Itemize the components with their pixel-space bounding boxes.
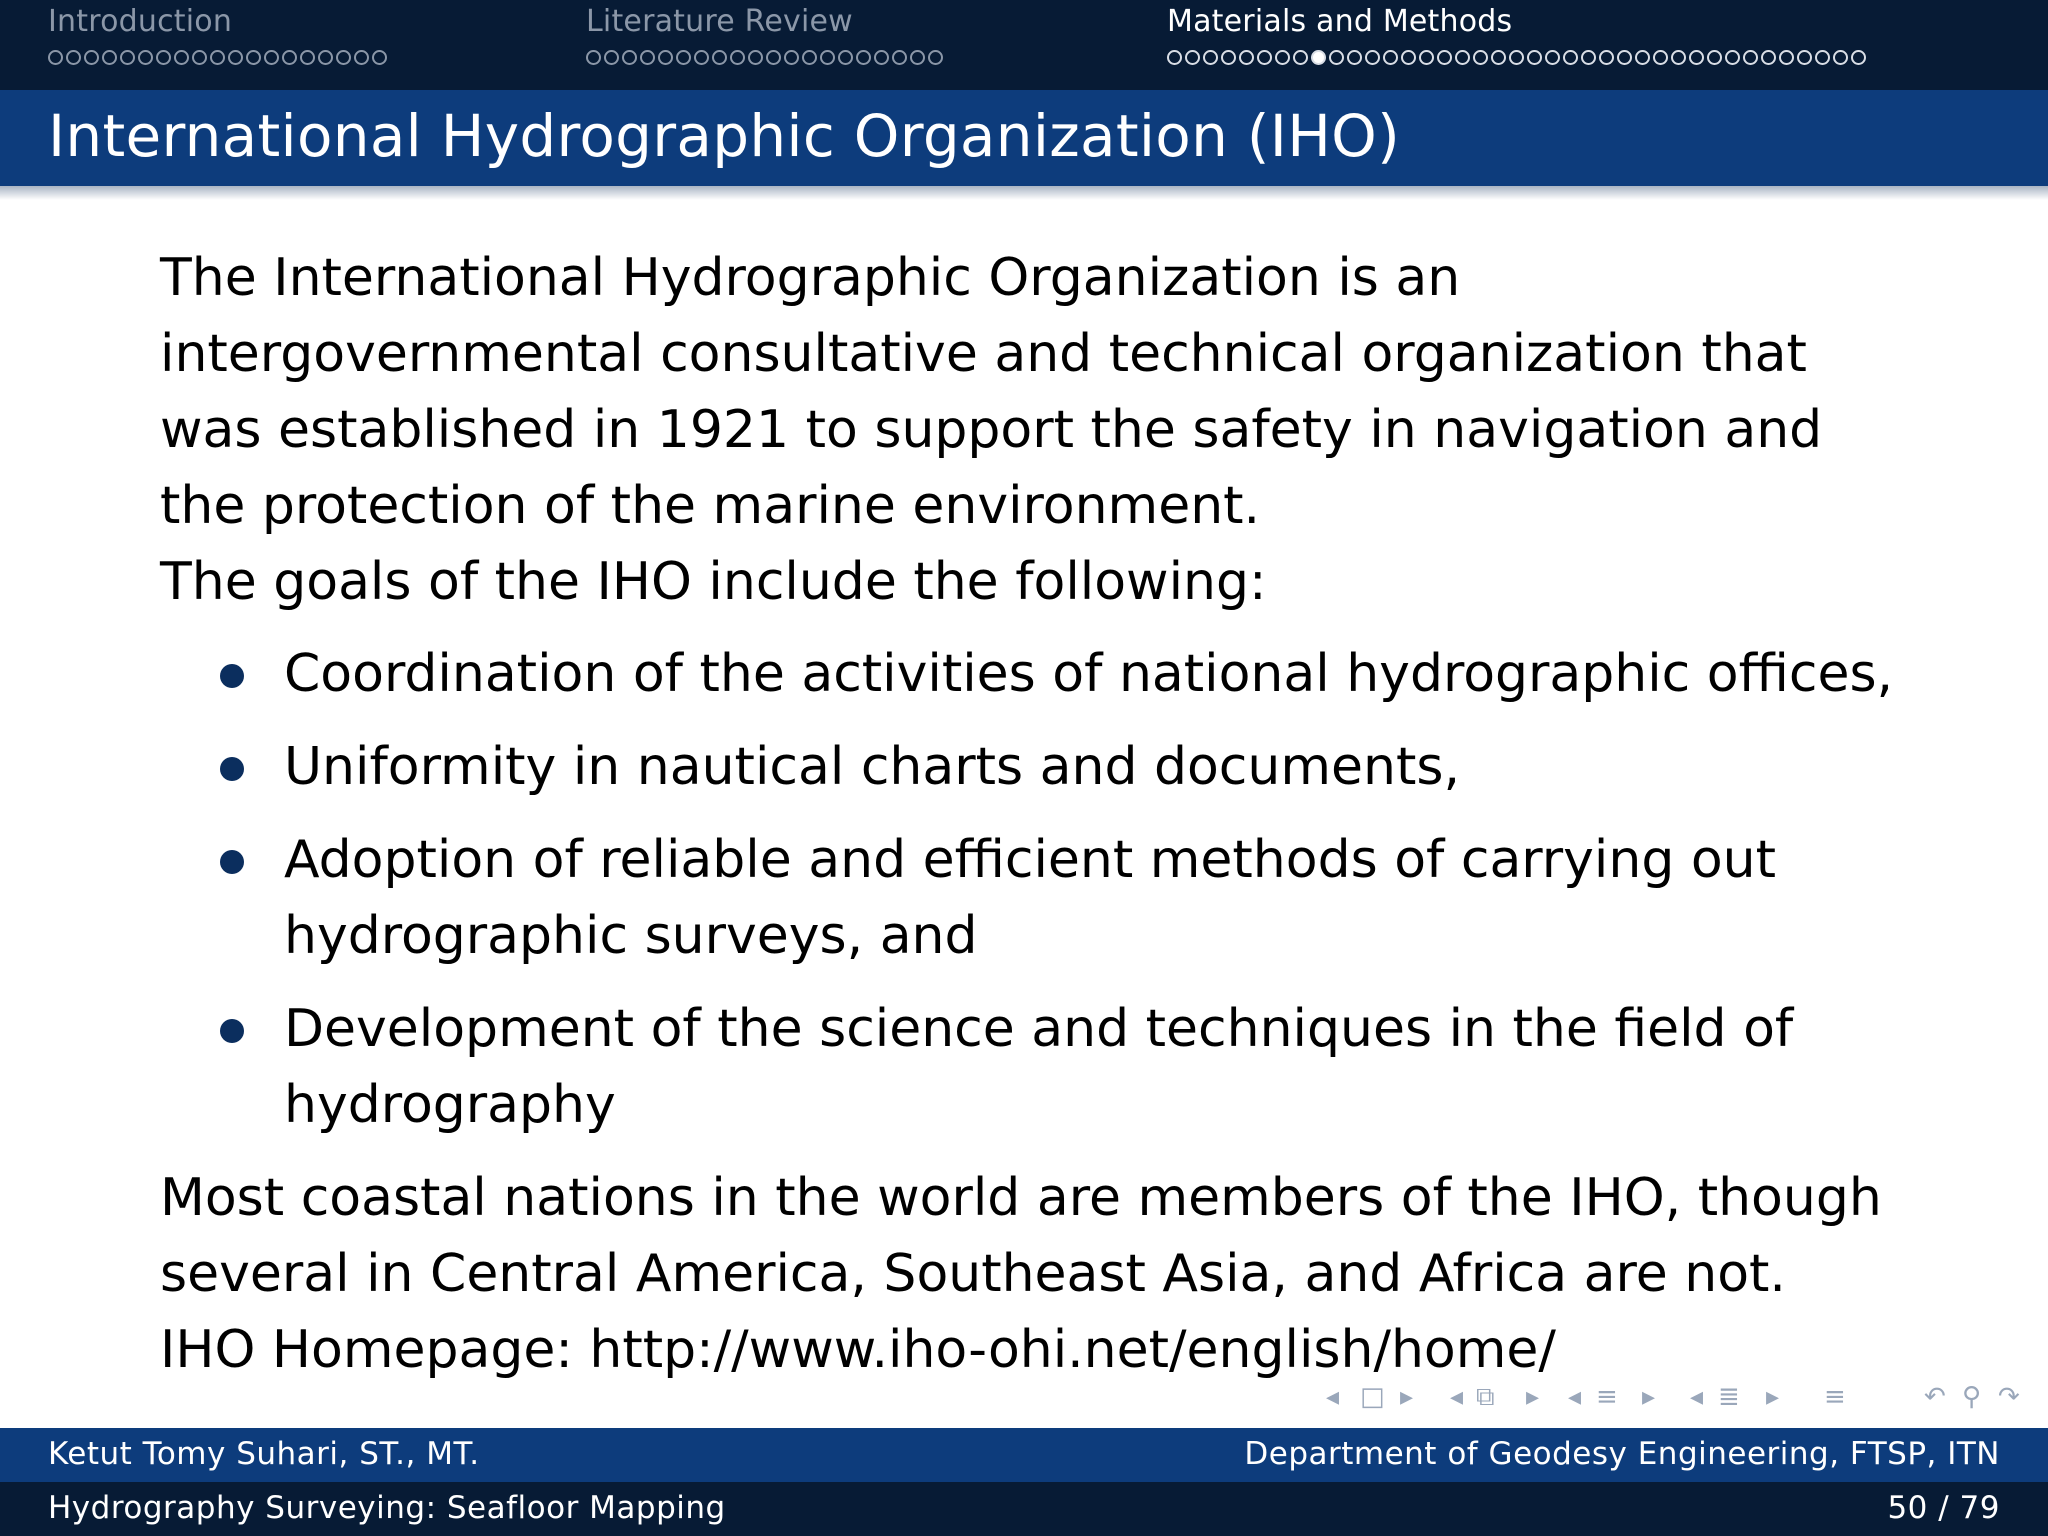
arrow-left-icon[interactable]: ◂ xyxy=(1450,1382,1464,1412)
nav-dot[interactable] xyxy=(928,50,943,65)
nav-dot[interactable] xyxy=(604,50,619,65)
nav-dot[interactable] xyxy=(354,50,369,65)
nav-dot[interactable] xyxy=(874,50,889,65)
membership-paragraph: Most coastal nations in the world are members of the IHO, though several in Central America, Southeast Asia, and Africa are not. xyxy=(160,1168,1882,1304)
document-icon[interactable]: ≣ xyxy=(1718,1382,1740,1412)
nav-dot[interactable] xyxy=(910,50,925,65)
nav-dot[interactable] xyxy=(838,50,853,65)
nav-dot[interactable] xyxy=(84,50,99,65)
nav-dot[interactable] xyxy=(1185,50,1200,65)
bullet-icon xyxy=(220,1019,244,1043)
arrow-left-icon[interactable]: ◂ xyxy=(1326,1382,1340,1412)
nav-dot[interactable] xyxy=(730,50,745,65)
frame-icon[interactable]: □ xyxy=(1360,1382,1385,1412)
nav-dot[interactable] xyxy=(1329,50,1344,65)
nav-dot[interactable] xyxy=(892,50,907,65)
nav-dot[interactable] xyxy=(102,50,117,65)
nav-dot[interactable] xyxy=(1419,50,1434,65)
align-icon[interactable]: ≡ xyxy=(1824,1382,1846,1412)
nav-dot[interactable] xyxy=(1365,50,1380,65)
goal-text: Coordination of the activities of national hydrographic offices, xyxy=(284,644,1894,704)
nav-dot[interactable] xyxy=(586,50,601,65)
nav-slide-dots[interactable] xyxy=(586,50,943,65)
nav-dot[interactable] xyxy=(1383,50,1398,65)
page-title: International Hydrographic Organization (IHO) xyxy=(48,102,1401,170)
section-icon[interactable]: ≡ xyxy=(1596,1382,1618,1412)
nav-dot[interactable] xyxy=(766,50,781,65)
goals-list xyxy=(160,636,1920,1143)
nav-dot[interactable] xyxy=(784,50,799,65)
nav-dot[interactable] xyxy=(802,50,817,65)
footer-institution: Department of Geodesy Engineering, FTSP, ITN xyxy=(1244,1436,2000,1472)
nav-dot[interactable] xyxy=(1635,50,1650,65)
nav-dot[interactable] xyxy=(192,50,207,65)
nav-dot[interactable] xyxy=(1851,50,1866,65)
nav-slide-dots[interactable] xyxy=(1167,50,1866,65)
nav-dot[interactable] xyxy=(1473,50,1488,65)
nav-dot[interactable] xyxy=(1293,50,1308,65)
nav-dot[interactable] xyxy=(1797,50,1812,65)
bullet-icon xyxy=(220,850,244,874)
nav-dot[interactable] xyxy=(658,50,673,65)
search-icon[interactable]: ⚲ xyxy=(1962,1382,1982,1412)
nav-dot[interactable] xyxy=(318,50,333,65)
nav-dot[interactable] xyxy=(694,50,709,65)
arrow-right-icon[interactable]: ▸ xyxy=(1526,1382,1540,1412)
nav-dot[interactable] xyxy=(1545,50,1560,65)
list-item xyxy=(284,822,1920,974)
slide-body xyxy=(160,240,1920,1388)
list-item xyxy=(284,729,1920,805)
intro-paragraph: The International Hydrographic Organization is an intergovernmental consultative and technical organization that was established in 1921 to support the safety in navigation and the protection of the marine environment. xyxy=(160,248,1823,536)
nav-dot[interactable] xyxy=(1203,50,1218,65)
subsection-icon[interactable]: ⧉ xyxy=(1476,1382,1495,1412)
nav-dot[interactable] xyxy=(1725,50,1740,65)
goal-text: Adoption of reliable and efficient methods of carrying out hydrographic surveys, and xyxy=(284,830,1777,966)
goal-text: Uniformity in nautical charts and documents, xyxy=(284,737,1460,797)
frame-title-bar xyxy=(0,90,2048,186)
list-item xyxy=(284,636,1920,712)
nav-dot[interactable] xyxy=(748,50,763,65)
nav-dot[interactable] xyxy=(1563,50,1578,65)
nav-dot[interactable] xyxy=(156,50,171,65)
nav-dot[interactable] xyxy=(210,50,225,65)
nav-section-title[interactable]: Materials and Methods xyxy=(1167,4,1513,39)
nav-dot[interactable] xyxy=(1347,50,1362,65)
nav-dot[interactable] xyxy=(1743,50,1758,65)
nav-dot[interactable] xyxy=(246,50,261,65)
list-item xyxy=(284,991,1920,1143)
nav-dot[interactable] xyxy=(856,50,871,65)
nav-dot[interactable] xyxy=(282,50,297,65)
footer-talk-title: Hydrography Surveying: Seafloor Mapping xyxy=(48,1490,726,1526)
footer-author: Ketut Tomy Suhari, ST., MT. xyxy=(48,1436,480,1472)
nav-dot[interactable] xyxy=(1653,50,1668,65)
footer-author-bar xyxy=(0,1428,2048,1482)
footer-title-bar xyxy=(0,1482,2048,1536)
nav-dot[interactable] xyxy=(1221,50,1236,65)
nav-dot[interactable] xyxy=(228,50,243,65)
arrow-left-icon[interactable]: ◂ xyxy=(1690,1382,1704,1412)
nav-dot[interactable] xyxy=(1833,50,1848,65)
nav-dot[interactable] xyxy=(712,50,727,65)
nav-dot[interactable] xyxy=(1491,50,1506,65)
nav-dot[interactable] xyxy=(1671,50,1686,65)
nav-dot[interactable] xyxy=(300,50,315,65)
undo-icon[interactable]: ↶ xyxy=(1924,1382,1946,1412)
nav-dot-current[interactable] xyxy=(1311,50,1326,65)
nav-dot[interactable] xyxy=(1167,50,1182,65)
nav-dot[interactable] xyxy=(622,50,637,65)
nav-dot[interactable] xyxy=(120,50,135,65)
nav-dot[interactable] xyxy=(1527,50,1542,65)
homepage-link[interactable]: IHO Homepage: http://www.iho-ohi.net/english/home/ xyxy=(160,1320,1556,1380)
navigation-symbols xyxy=(1326,1382,2036,1416)
section-navigation xyxy=(0,0,2048,90)
nav-dot[interactable] xyxy=(336,50,351,65)
nav-dot[interactable] xyxy=(1509,50,1524,65)
goals-heading: The goals of the IHO include the following: xyxy=(160,552,1267,612)
bullet-icon xyxy=(220,757,244,781)
nav-section-title[interactable]: Introduction xyxy=(48,4,233,39)
arrow-right-icon[interactable]: ▸ xyxy=(1766,1382,1780,1412)
goal-text: Development of the science and techniques in the field of hydrography xyxy=(284,999,1794,1135)
nav-dot[interactable] xyxy=(1257,50,1272,65)
nav-dot[interactable] xyxy=(1599,50,1614,65)
page-number: 50 / 79 xyxy=(1887,1490,2000,1526)
nav-dot[interactable] xyxy=(676,50,691,65)
nav-dot[interactable] xyxy=(66,50,81,65)
nav-dot[interactable] xyxy=(264,50,279,65)
nav-dot[interactable] xyxy=(1815,50,1830,65)
nav-dot[interactable] xyxy=(1437,50,1452,65)
nav-dot[interactable] xyxy=(1455,50,1470,65)
nav-dot[interactable] xyxy=(372,50,387,65)
nav-dot[interactable] xyxy=(174,50,189,65)
bullet-icon xyxy=(220,664,244,688)
arrow-left-icon[interactable]: ◂ xyxy=(1568,1382,1582,1412)
nav-slide-dots[interactable] xyxy=(48,50,387,65)
nav-dot[interactable] xyxy=(48,50,63,65)
nav-dot[interactable] xyxy=(1707,50,1722,65)
nav-dot[interactable] xyxy=(1581,50,1596,65)
redo-icon[interactable]: ↷ xyxy=(1998,1382,2020,1412)
nav-dot[interactable] xyxy=(1401,50,1416,65)
nav-dot[interactable] xyxy=(1779,50,1794,65)
nav-dot[interactable] xyxy=(138,50,153,65)
nav-dot[interactable] xyxy=(1761,50,1776,65)
nav-dot[interactable] xyxy=(1239,50,1254,65)
nav-dot[interactable] xyxy=(1275,50,1290,65)
nav-dot[interactable] xyxy=(640,50,655,65)
nav-dot[interactable] xyxy=(1617,50,1632,65)
nav-section-title[interactable]: Literature Review xyxy=(586,4,853,39)
arrow-right-icon[interactable]: ▸ xyxy=(1642,1382,1656,1412)
nav-dot[interactable] xyxy=(820,50,835,65)
arrow-right-icon[interactable]: ▸ xyxy=(1400,1382,1414,1412)
nav-dot[interactable] xyxy=(1689,50,1704,65)
